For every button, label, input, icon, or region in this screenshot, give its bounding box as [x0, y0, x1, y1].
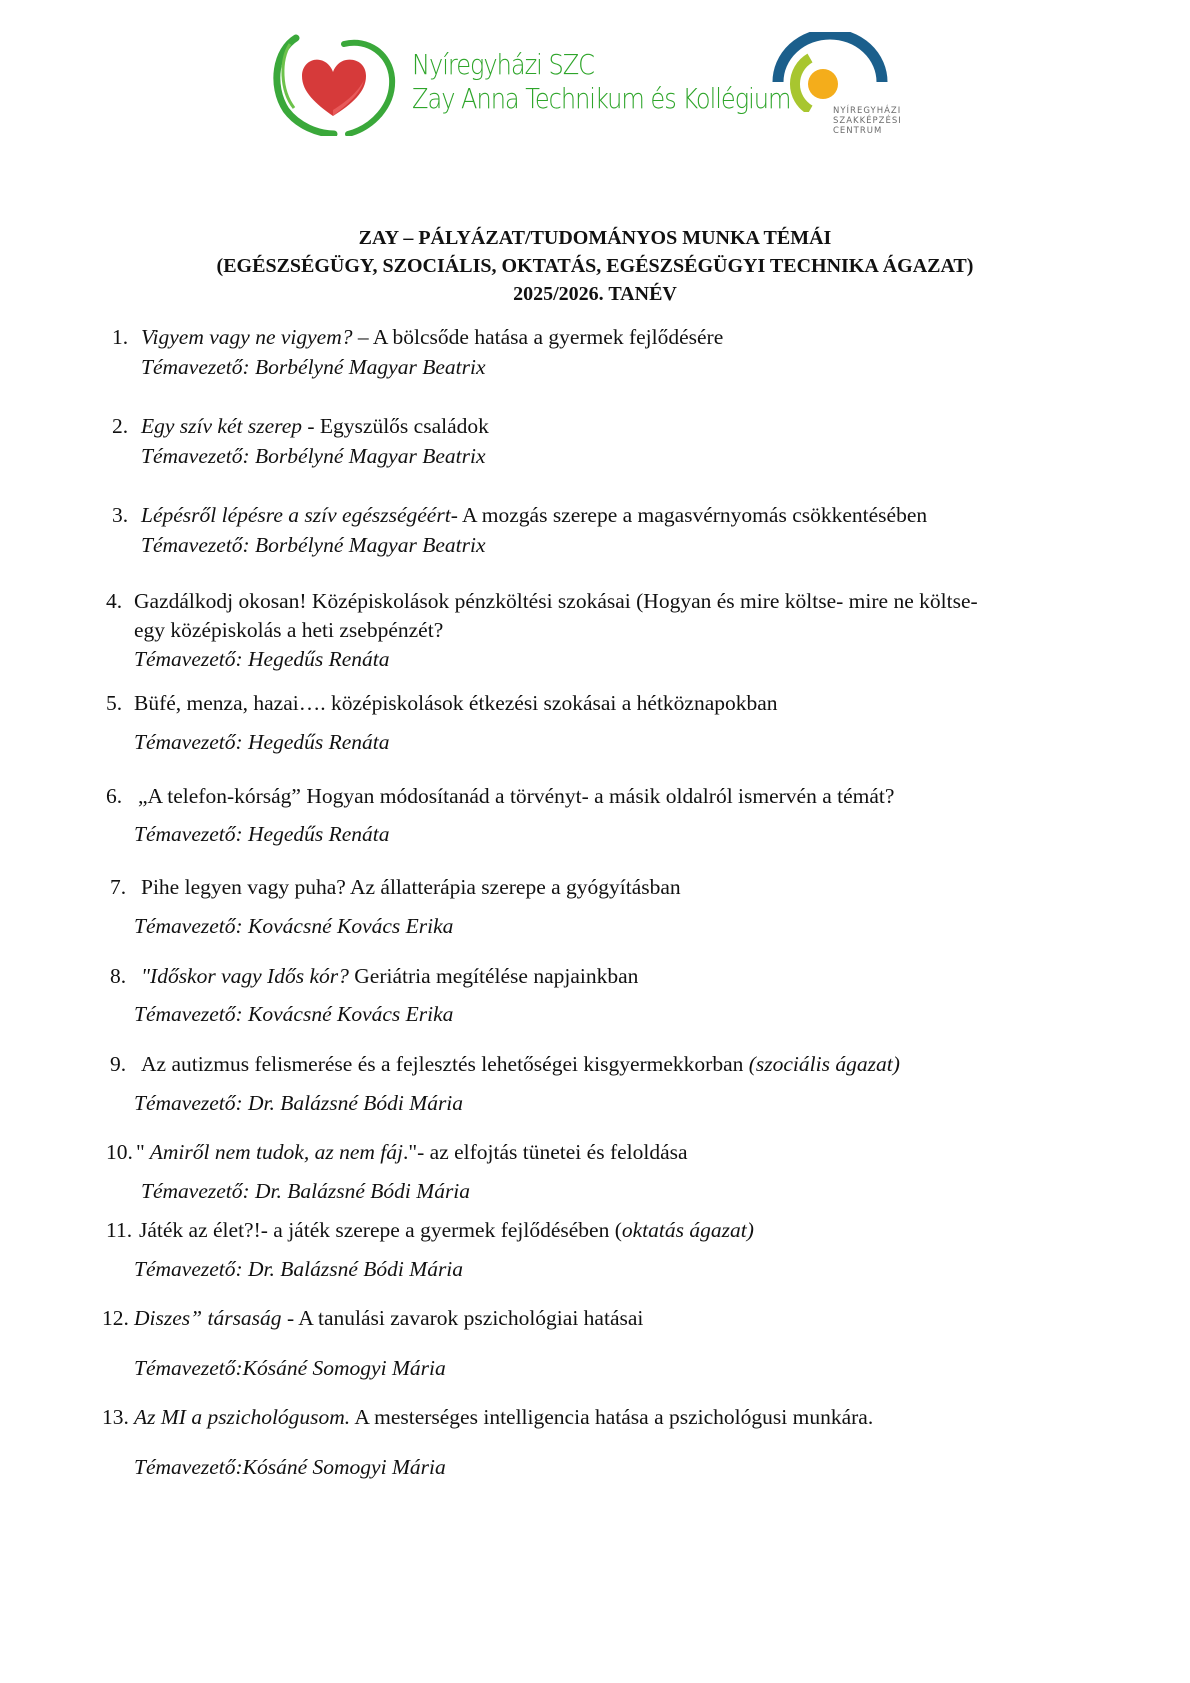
topic-supervisor: Témavezető: Hegedűs Renáta — [134, 822, 390, 846]
topic-supervisor: Témavezető: Dr. Balázsné Bódi Mária — [134, 1091, 464, 1115]
title-line3: 2025/2026. TANÉV — [513, 283, 677, 305]
document-title — [0, 224, 1190, 308]
szakkepzesi-centrum-logo-icon — [770, 32, 890, 112]
topic-number: 5. — [106, 691, 123, 715]
topic-number: 13. — [102, 1405, 129, 1429]
topic-supervisor: Témavezető: Borbélyné Magyar Beatrix — [141, 533, 486, 557]
topic-title: - A tanulási zavarok pszichológiai hatásai — [281, 1306, 644, 1330]
topic-title: Büfé, menza, hazai…. középiskolások étkezési szokásai a hétköznapokban — [134, 691, 778, 715]
school-name-line2: Zay Anna Technikum és Kollégium — [412, 82, 791, 115]
topic-number: 9. — [110, 1052, 127, 1076]
topic-number: 8. — [110, 964, 127, 988]
topic-number: 4. — [106, 589, 123, 613]
topic-supervisor: Témavezető: Hegedűs Renáta — [134, 647, 390, 671]
topic-quote: " — [136, 1140, 145, 1164]
topic-supervisor: Témavezető: Borbélyné Magyar Beatrix — [141, 444, 486, 468]
topic-title-italic: Amiről nem tudok, az nem fáj — [144, 1140, 403, 1164]
topic-number: 7. — [110, 875, 127, 899]
topic-title: Gazdálkodj okosan! Középiskolások pénzköltési szokásai (Hogyan és mire költse- mire ne költse- — [134, 589, 978, 613]
topic-title-italic: Az MI a pszichológusom. — [134, 1405, 351, 1429]
topic-number: 6. — [106, 784, 123, 808]
topic-supervisor: Témavezető: Kovácsné Kovács Erika — [134, 914, 454, 938]
topic-sector: oktatás ágazat) — [621, 1218, 754, 1242]
topic-number: 1. — [112, 325, 129, 349]
topic-number: 12. — [102, 1306, 129, 1330]
topic-title: ."- az elfojtás tünetei és feloldása — [402, 1140, 688, 1164]
topic-title: Az autizmus felismerése és a fejlesztés lehetőségei kisgyermekkorban — [141, 1052, 749, 1076]
topic-supervisor: Témavezető:Kósáné Somogyi Mária — [134, 1455, 446, 1479]
topic-title: – A bölcsőde hatása a gyermek fejlődésére — [352, 325, 724, 349]
topic-title-italic: Vigyem vagy ne vigyem? — [141, 325, 353, 349]
topic-title: - Egyszülős családok — [302, 414, 489, 438]
topic-number: 11. — [106, 1218, 133, 1242]
topic-title-italic: Egy szív két szerep — [141, 414, 302, 438]
topic-supervisor: Témavezető:Kósáné Somogyi Mária — [134, 1356, 446, 1380]
topic-supervisor: Témavezető: Kovácsné Kovács Erika — [134, 1002, 454, 1026]
title-line1: ZAY – PÁLYÁZAT/TUDOMÁNYOS MUNKA TÉMÁI — [358, 227, 832, 249]
topic-title-continued: egy középiskolás a heti zsebpénzét? — [134, 618, 444, 642]
topic-title: „A telefon-kórság” Hogyan módosítanád a törvényt- a másik oldalról ismervén a témát? — [138, 784, 895, 808]
topic-supervisor: Témavezető: Dr. Balázsné Bódi Mária — [134, 1257, 464, 1281]
topic-title: Játék az élet?!- a játék szerepe a gyermek fejlődésében ( — [139, 1218, 622, 1242]
topic-title: A mesterséges intelligencia hatása a pszichológusi munkára. — [350, 1405, 874, 1429]
topic-title: - A mozgás szerepe a magasvérnyomás csökkentésében — [450, 503, 928, 527]
topic-number: 2. — [112, 414, 129, 438]
center-name — [833, 106, 902, 136]
topic-number: 3. — [112, 503, 129, 527]
topic-supervisor: Témavezető: Dr. Balázsné Bódi Mária — [141, 1179, 471, 1203]
letterhead — [0, 0, 1190, 160]
center-name-line3: CENTRUM — [833, 126, 883, 136]
center-name-line2: SZAKKÉPZÉSI — [833, 116, 902, 126]
topic-title-italic: Diszes” társaság — [134, 1306, 282, 1330]
topic-supervisor: Témavezető: Borbélyné Magyar Beatrix — [141, 355, 486, 379]
topic-title-italic: "Időskor vagy Idős kór? — [141, 964, 349, 988]
topic-title: Pihe legyen vagy puha? Az állatterápia szerepe a gyógyításban — [141, 875, 681, 899]
title-line2: (EGÉSZSÉGÜGY, SZOCIÁLIS, OKTATÁS, EGÉSZSÉGÜGYI TECHNIKA ÁGAZAT) — [216, 255, 974, 277]
school-name-line1: Nyíregyházi SZC — [412, 48, 594, 81]
heart-logo-icon — [268, 30, 398, 136]
topic-title: Geriátria megítélése napjainkban — [348, 964, 639, 988]
topic-supervisor: Témavezető: Hegedűs Renáta — [134, 730, 390, 754]
school-name — [412, 48, 790, 116]
topic-number: 10. — [106, 1140, 133, 1164]
center-name-line1: NYÍREGYHÁZI — [833, 106, 902, 116]
topic-title-italic: Lépésről lépésre a szív egészségéért — [141, 503, 451, 527]
topic-sector: (szociális ágazat) — [748, 1052, 900, 1076]
